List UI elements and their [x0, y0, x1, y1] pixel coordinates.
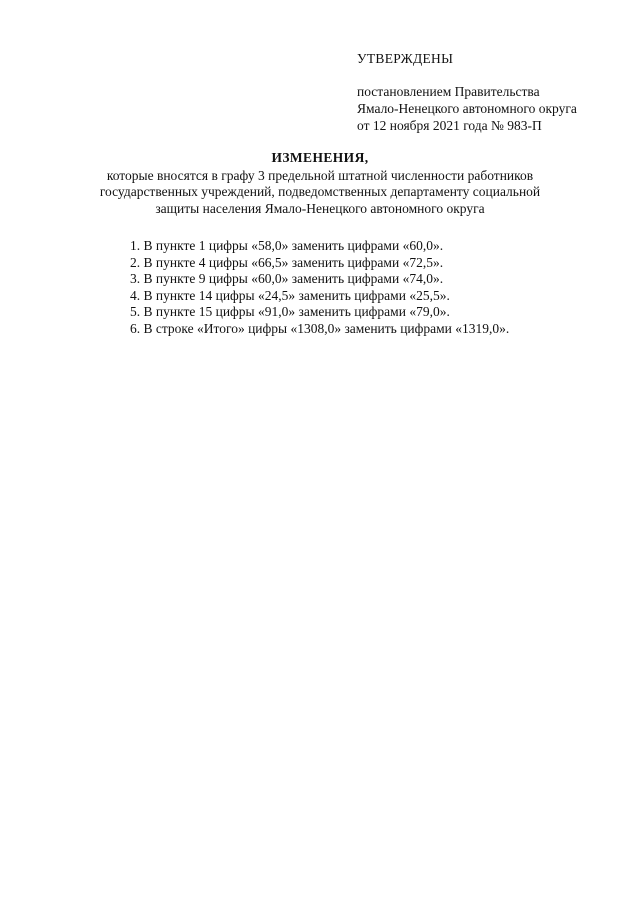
- change-item-6: 6. В строке «Итого» цифры «1308,0» заменить цифрами «1319,0».: [130, 320, 510, 336]
- approval-block: [357, 50, 627, 134]
- document-subtitle-line-3: защиты населения Ямало-Ненецкого автономного округа: [155, 200, 485, 216]
- document-heading: ИЗМЕНЕНИЯ,: [271, 150, 369, 165]
- change-item-3: 3. В пункте 9 цифры «60,0» заменить цифрами «74,0».: [130, 271, 444, 287]
- approval-line-region: Ямало-Ненецкого автономного округа: [357, 101, 577, 116]
- approval-line-date: от 12 ноября 2021 года № 983-П: [357, 118, 542, 133]
- document-subtitle-line-2: государственных учреждений, подведомственных департаменту социальной: [99, 184, 541, 199]
- change-item-4: 4. В пункте 14 цифры «24,5» заменить цифрами «25,5».: [130, 287, 450, 303]
- change-item-2: 2. В пункте 4 цифры «66,5» заменить цифрами «72,5».: [130, 254, 444, 270]
- change-item-5: 5. В пункте 15 цифры «91,0» заменить цифрами «79,0».: [130, 304, 450, 320]
- document-subtitle-line-1: которые вносятся в графу 3 предельной штатной численности работников: [106, 167, 534, 183]
- approval-title: УТВЕРЖДЕНЫ: [357, 51, 454, 66]
- approval-line-resolution: постановлением Правительства: [357, 84, 540, 99]
- document-title-block: [80, 150, 560, 217]
- change-item-1: 1. В пункте 1 цифры «58,0» заменить цифрами «60,0».: [130, 238, 444, 253]
- changes-list: [130, 238, 610, 338]
